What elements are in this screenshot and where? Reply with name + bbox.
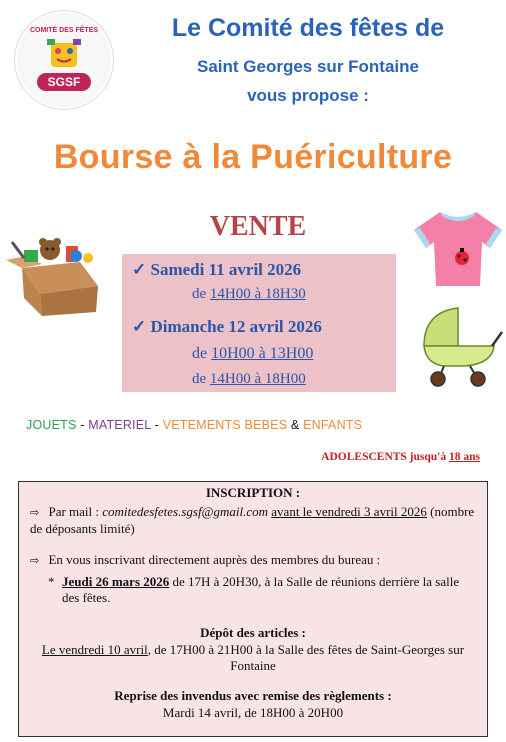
category-baby-clothes: VETEMENTS BEBES — [162, 418, 288, 432]
reprise-title: Reprise des invendus avec remise des règlements : — [114, 688, 392, 703]
sale-day2-label: Dimanche 12 avril 2026 — [150, 317, 322, 336]
item-categories: JOUETS - MATERIEL - VETEMENTS BEBES & ENFANTS — [26, 418, 363, 432]
logo-badge: SGSF — [37, 73, 91, 91]
category-equipment: MATERIEL — [88, 418, 151, 432]
direct-date: Jeudi 26 mars 2026 — [62, 574, 170, 589]
mail-address[interactable]: comitedesfetes.sgsf@gmail.com — [102, 504, 269, 519]
sale-day2 — [132, 317, 322, 337]
event-title: Bourse à la Puériculture — [53, 138, 453, 176]
sale-day1-hours: de 14H00 à 18H30 — [192, 286, 306, 302]
sale-day2-hours-1: de 10H00 à 13H00 — [192, 345, 314, 362]
sale-day1-time: 14H00 à 18H30 — [209, 286, 306, 302]
header-town: Saint Georges sur Fontaine — [197, 57, 419, 76]
category-toys: JOUETS — [26, 418, 77, 432]
arrow-icon: ⇨ — [30, 554, 40, 567]
logo-ring-text: COMITÉ DES FÊTES — [29, 27, 99, 34]
mail-note: (nombre de déposants limité) — [30, 504, 475, 536]
sale-day1 — [132, 260, 301, 280]
inscription-direct-detail: Jeudi 26 mars 2026 de 17H à 20H30, à la Salle de réunions derrière la salle des fêtes. — [62, 574, 460, 605]
mail-deadline: avant le vendredi 3 avril 2026 — [271, 504, 427, 519]
sale-dates-box — [122, 254, 396, 392]
teens-note: ADOLESCENTS jusqu'à 18 ans — [321, 451, 480, 463]
header-title: Le Comité des fêtes de — [171, 14, 445, 42]
inscription-mail: ⇨ Par mail : comitedesfetes.sgsf@gmail.com avant le vendredi 3 avril 2026 (nombre de déposants limité) — [30, 504, 475, 536]
inscription-direct: ⇨ En vous inscrivant directement auprès des membres du bureau : — [30, 552, 381, 567]
sale-day2-time-1: 10H00 à 13H00 — [211, 345, 314, 362]
category-children: ENFANTS — [303, 418, 363, 432]
sale-day2-hours-2: de 14H00 à 18H00 — [192, 371, 306, 387]
teens-age: 18 ans — [449, 451, 480, 463]
inscription-title: INSCRIPTION : — [205, 485, 301, 500]
logo — [14, 10, 114, 110]
pram-icon — [414, 302, 506, 388]
check-icon: ✓ — [132, 317, 147, 336]
sale-day1-label: Samedi 11 avril 2026 — [150, 260, 302, 279]
check-icon: ✓ — [132, 260, 147, 279]
header-proposes: vous propose : — [247, 86, 369, 105]
bullet-icon: * — [48, 574, 55, 589]
depot-detail: Le vendredi 10 avril, de 17H00 à 21H00 à la Salle des fêtes de Saint-Georges sur Fontaine — [41, 642, 465, 673]
arrow-icon: ⇨ — [30, 506, 40, 519]
sale-day2-time-2: 14H00 à 18H00 — [209, 371, 306, 387]
sale-heading: VENTE — [209, 211, 307, 242]
depot-date: Le vendredi 10 avril — [41, 642, 148, 657]
reprise-detail: Mardi 14 avril, de 18H00 à 20H00 — [162, 705, 344, 720]
depot-title: Dépôt des articles : — [200, 625, 306, 640]
logo-mascot-icon — [45, 37, 83, 73]
